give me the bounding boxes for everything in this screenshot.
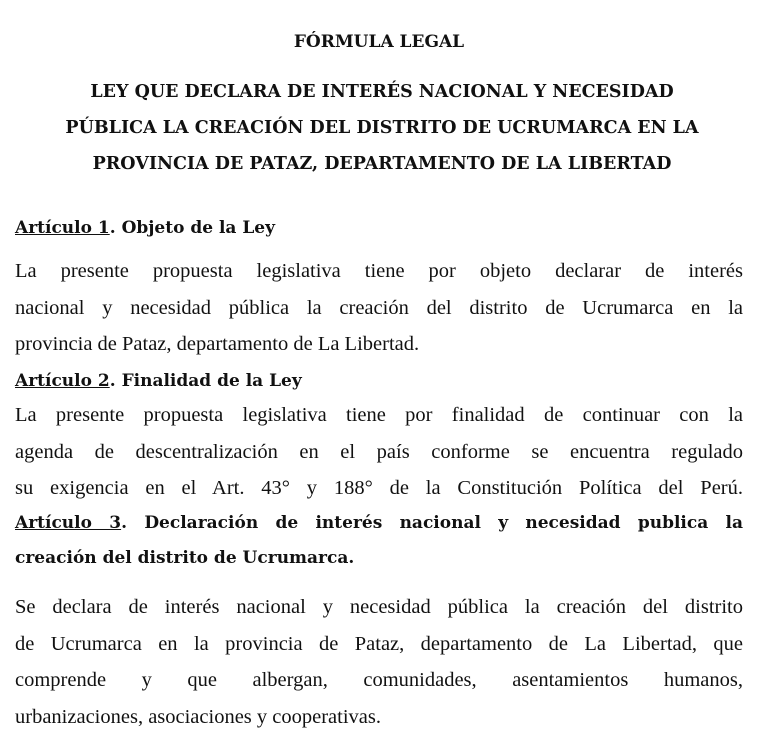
article-1-label: Artículo 1 xyxy=(15,218,110,238)
separator: . xyxy=(121,513,145,533)
article-3-title-cont: creación del distrito de Ucrumarca. xyxy=(15,548,355,568)
article-2-body xyxy=(15,397,743,507)
body-line: comprende y que albergan, comunidades, asentamientos humanos, xyxy=(15,669,743,691)
body-line: nacional y necesidad pública la creación del distrito de Ucrumarca en la xyxy=(15,296,743,319)
body-line: La presente propuesta legislativa tiene por finalidad de continuar con la xyxy=(15,404,743,426)
law-title-line: PÚBLICA LA CREACIÓN DEL DISTRITO DE UCRUMARCA EN LA xyxy=(65,118,699,138)
law-title xyxy=(0,74,764,182)
body-line: de Ucrumarca en la provincia de Pataz, departamento de La Libertad, que xyxy=(15,632,743,655)
separator: . xyxy=(109,371,122,391)
article-2-label: Artículo 2 xyxy=(15,371,110,391)
body-line: agenda de descentralización en el país conforme se encuentra regulado xyxy=(15,440,743,463)
document-title: FÓRMULA LEGAL xyxy=(293,32,465,52)
article-3-title: Declaración de interés nacional y necesidad publica la xyxy=(144,513,744,533)
article-1-body xyxy=(15,253,743,363)
article-3-body xyxy=(15,589,743,735)
body-line: provincia de Pataz, departamento de La Libertad. xyxy=(15,333,420,355)
article-3-heading xyxy=(15,506,743,576)
article-2-title: Finalidad de la Ley xyxy=(121,371,302,391)
body-line: su exigencia en el Art. 43° y 188° de la Constitución Política del Perú. xyxy=(15,477,743,499)
article-3-label: Artículo 3 xyxy=(15,513,122,533)
article-1-title: Objeto de la Ley xyxy=(121,218,275,238)
law-title-line: PROVINCIA DE PATAZ, DEPARTAMENTO DE LA LIBERTAD xyxy=(92,154,672,174)
law-title-line: LEY QUE DECLARA DE INTERÉS NACIONAL Y NECESIDAD xyxy=(90,82,674,102)
body-line: urbanizaciones, asociaciones y cooperativas. xyxy=(15,705,381,728)
article-2-heading xyxy=(15,364,743,399)
body-line: Se declara de interés nacional y necesidad pública la creación del distrito xyxy=(15,596,743,618)
article-1-heading xyxy=(15,211,743,246)
separator: . xyxy=(109,218,122,238)
body-line: La presente propuesta legislativa tiene por objeto declarar de interés xyxy=(15,260,743,282)
